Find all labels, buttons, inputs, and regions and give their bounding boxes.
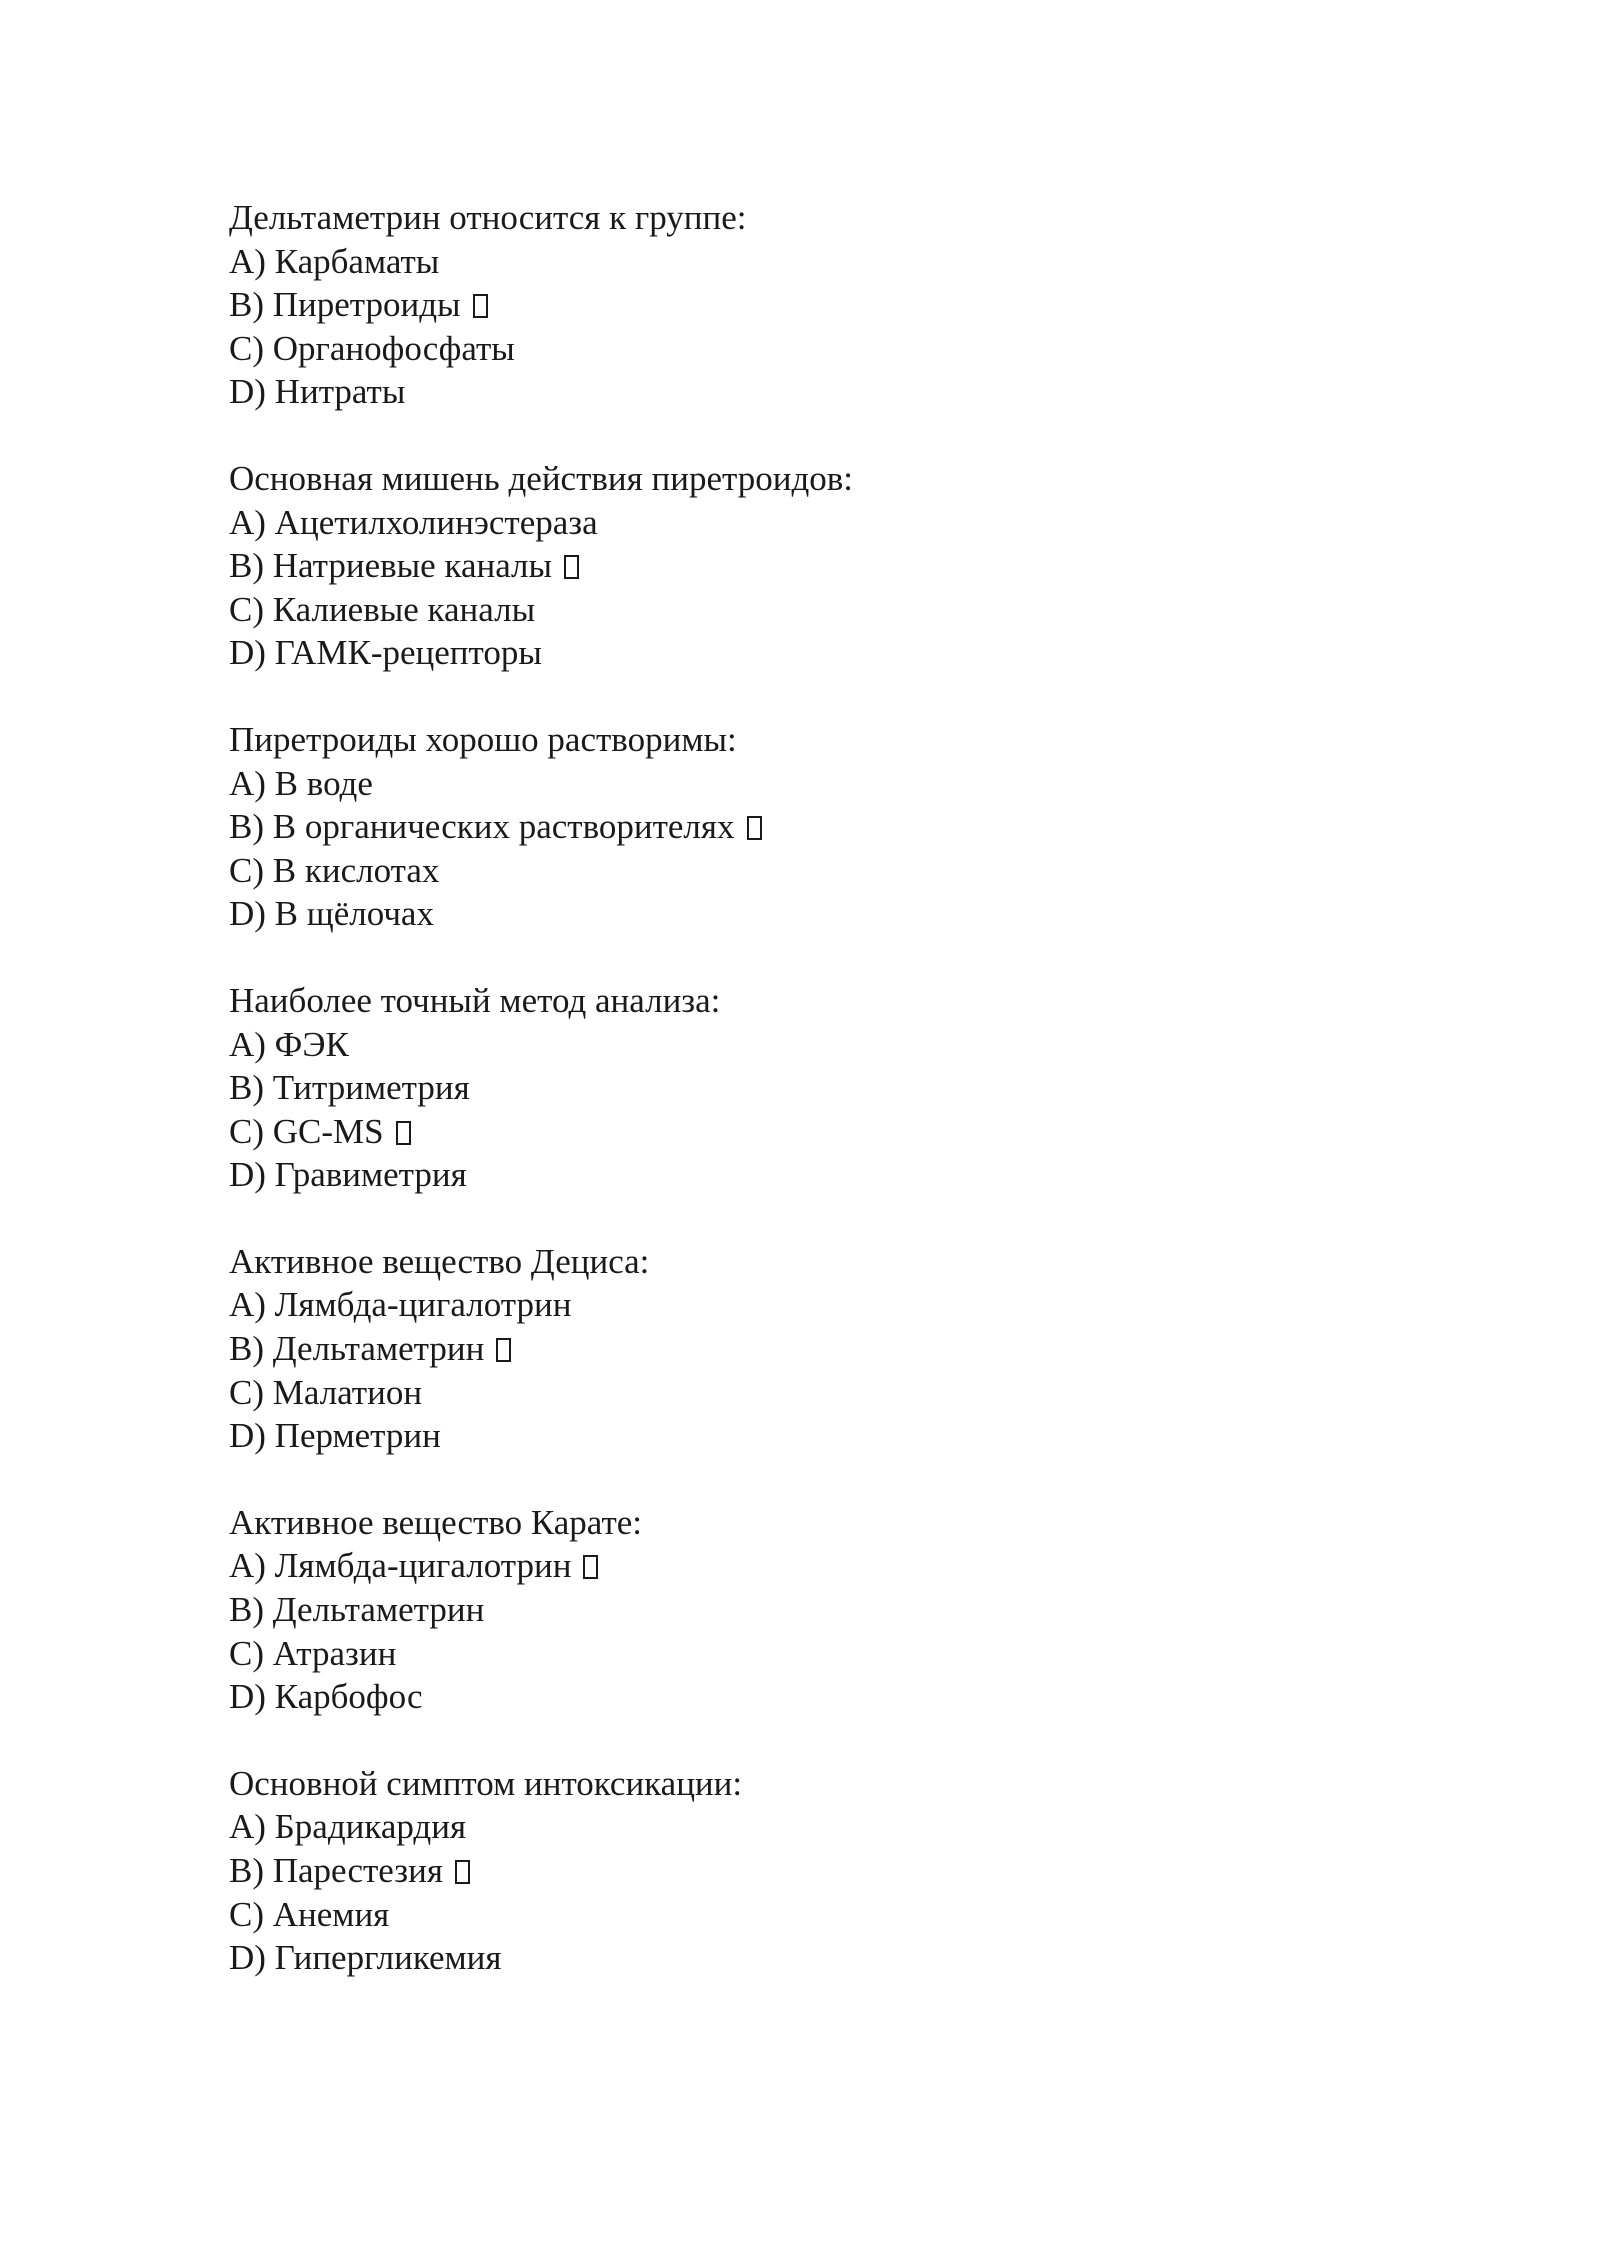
correct-answer-mark-icon xyxy=(564,555,579,579)
answer-option-label: B) Парестезия xyxy=(229,1851,443,1890)
correct-answer-mark-icon xyxy=(496,1338,511,1362)
answer-option xyxy=(229,892,1429,936)
answer-option xyxy=(229,805,1429,849)
answer-option xyxy=(229,327,1429,371)
answer-option-label: B) Дельтаметрин xyxy=(229,1590,485,1630)
question-block xyxy=(229,1240,1429,1458)
answer-option-label: D) Перметрин xyxy=(229,1416,441,1456)
answer-option-label: A) Карбаматы xyxy=(229,241,440,281)
answer-option xyxy=(229,370,1429,414)
question-text: Активное вещество Карате: xyxy=(229,1502,642,1542)
answer-option xyxy=(229,1936,1429,1980)
answer-option xyxy=(229,544,1429,588)
question-block xyxy=(229,1501,1429,1719)
answer-option xyxy=(229,1023,1429,1067)
question-text: Дельтаметрин относится к группе: xyxy=(229,198,747,237)
question-list xyxy=(229,196,1429,2023)
question-block xyxy=(229,979,1429,1197)
answer-option xyxy=(229,1849,1429,1893)
correct-answer-mark-icon xyxy=(396,1121,411,1145)
answer-option-label: C) В кислотах xyxy=(229,850,440,890)
answer-option-label: C) GC-MS xyxy=(229,1111,384,1151)
answer-option-label: B) В органических растворителях xyxy=(229,807,735,847)
correct-answer-mark-icon xyxy=(583,1555,598,1579)
answer-option xyxy=(229,849,1429,893)
answer-option xyxy=(229,1893,1429,1937)
answer-option xyxy=(229,1414,1429,1458)
question-text: Пиретроиды хорошо растворимы: xyxy=(229,719,737,759)
answer-option-label: A) Лямбда-цигалотрин xyxy=(229,1546,572,1586)
correct-answer-mark-icon xyxy=(455,1860,470,1884)
question-block xyxy=(229,196,1429,414)
answer-option xyxy=(229,631,1429,675)
answer-option-label: B) Дельтаметрин xyxy=(229,1329,485,1369)
correct-answer-mark-icon xyxy=(473,294,488,318)
answer-option-label: D) ГАМК-рецепторы xyxy=(229,633,542,673)
answer-option xyxy=(229,1066,1429,1110)
answer-option-label: D) Гравиметрия xyxy=(229,1155,467,1195)
answer-option-label: B) Натриевые каналы xyxy=(229,546,553,586)
answer-option-label: C) Калиевые каналы xyxy=(229,589,536,629)
answer-option-label: C) Органофосфаты xyxy=(229,328,515,368)
answer-option-label: A) Лямбда-цигалотрин xyxy=(229,1285,572,1325)
answer-option-label: D) В щёлочах xyxy=(229,894,434,934)
answer-option-label: B) Титриметрия xyxy=(229,1068,470,1108)
question-text: Наиболее точный метод анализа: xyxy=(229,980,721,1020)
answer-option xyxy=(229,1544,1429,1588)
answer-option xyxy=(229,1327,1429,1371)
answer-option-label: A) Ацетилхолинэстераза xyxy=(229,502,598,542)
question-text: Основная мишень действия пиретроидов: xyxy=(229,458,854,498)
question-text: Активное вещество Дециса: xyxy=(229,1241,650,1281)
answer-option-label: D) Карбофос xyxy=(229,1677,423,1717)
answer-option xyxy=(229,240,1429,284)
answer-option xyxy=(229,1805,1429,1849)
answer-option-label: D) Гипергликемия xyxy=(229,1938,502,1978)
answer-option xyxy=(229,762,1429,806)
answer-option-label: C) Малатион xyxy=(229,1372,423,1412)
answer-option xyxy=(229,501,1429,545)
answer-option-label: C) Атразин xyxy=(229,1633,397,1673)
question-text: Основной симптом интоксикации: xyxy=(229,1763,743,1803)
question-block xyxy=(229,457,1429,675)
answer-option xyxy=(229,1632,1429,1676)
answer-option xyxy=(229,588,1429,632)
question-block xyxy=(229,718,1429,936)
answer-option xyxy=(229,1371,1429,1415)
answer-option-label: C) Анемия xyxy=(229,1894,390,1934)
answer-option xyxy=(229,1110,1429,1154)
correct-answer-mark-icon xyxy=(747,816,762,840)
answer-option xyxy=(229,1675,1429,1719)
answer-option xyxy=(229,1588,1429,1632)
answer-option-label: D) Нитраты xyxy=(229,372,406,412)
question-block xyxy=(229,1762,1429,1980)
answer-option-label: A) Брадикардия xyxy=(229,1807,467,1847)
answer-option-label: B) Пиретроиды xyxy=(229,285,461,325)
answer-option xyxy=(229,1153,1429,1197)
answer-option-label: A) ФЭК xyxy=(229,1024,349,1064)
answer-option xyxy=(229,1283,1429,1327)
answer-option-label: A) В воде xyxy=(229,763,373,803)
answer-option xyxy=(229,283,1429,327)
